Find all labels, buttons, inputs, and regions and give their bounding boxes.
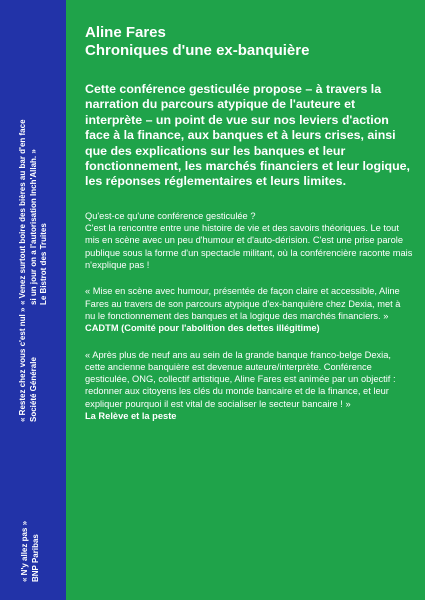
sidebar-quote-line: si un jour on a l'autorisation Inch'Allah. » (28, 149, 38, 305)
author-name: Aline Fares (85, 24, 166, 41)
review-cadtm (85, 285, 413, 334)
sidebar-quote-line: « N'y allez pas » (20, 520, 29, 582)
sidebar-quote-line: « Venez surtout boire des bières au bar d'en face (18, 119, 27, 305)
sidebar-quotes (0, 0, 66, 600)
sidebar-quote-source: BNP Paribas (30, 534, 40, 582)
definition-question: Qu'est-ce qu'une conférence gesticulée ? (85, 210, 256, 221)
sidebar-quote-source: Société Générale (28, 357, 38, 422)
definition-answer: C'est la rencontre entre une histoire de vie et des savoirs théoriques. Le tout mis en scène avec un peu d'humour et d'auto-dérision. C'est une prise parole publique sous la forme d'un spectacle militant, où la conférencière raconte mais n'explique pas ! (85, 223, 413, 271)
show-title: Chroniques d'une ex-banquière (85, 42, 310, 59)
definition-block (85, 210, 413, 271)
sidebar-quote-bnp (20, 521, 41, 582)
review-quote: « Mise en scène avec humour, présentée de façon claire et accessible, Aline Fares au travers de son parcours atypique d'ex-banquière chez Dexia, met à nu le fonctionnement des banques et la logique des marchés financiers. » (85, 286, 401, 321)
main-content (85, 24, 413, 436)
sidebar-quote-source: Le Bistrot des Truites (39, 223, 48, 305)
review-source: CADTM (Comité pour l'abolition des dettes illégitime) (85, 323, 320, 334)
review-source: La Relève et la peste (85, 411, 177, 421)
lead-paragraph: Cette conférence gesticulée propose – à travers la narration du parcours atypique de l'auteure et interprète – un point de vue sur nos leviers d'action face à la finance, aux banques et à leurs crises, ainsi que des explications sur les banques et leur fonctionnement, les marchés financiers et leur logique, les réponses réglementaires et leurs limites. (85, 82, 410, 189)
sidebar-quote-line: « Restez chez vous c'est nul » (18, 307, 27, 422)
sidebar-quote-bistrot (18, 119, 50, 305)
sidebar-quote-societe-generale (18, 308, 39, 422)
review-releve (85, 349, 413, 423)
review-quote: « Après plus de neuf ans au sein de la grande banque franco-belge Dexia, cette ancienne banquière est devenue auteure/interprète. Conférence gesticulée, ONG, collectif artistique, Aline Fares est animée par un objectif : redonner aux citoyens les clés du monde bancaire et de la finance, et leur expliquer pourquoi il est vital de socialiser le secteur bancaire ! » (85, 349, 396, 409)
